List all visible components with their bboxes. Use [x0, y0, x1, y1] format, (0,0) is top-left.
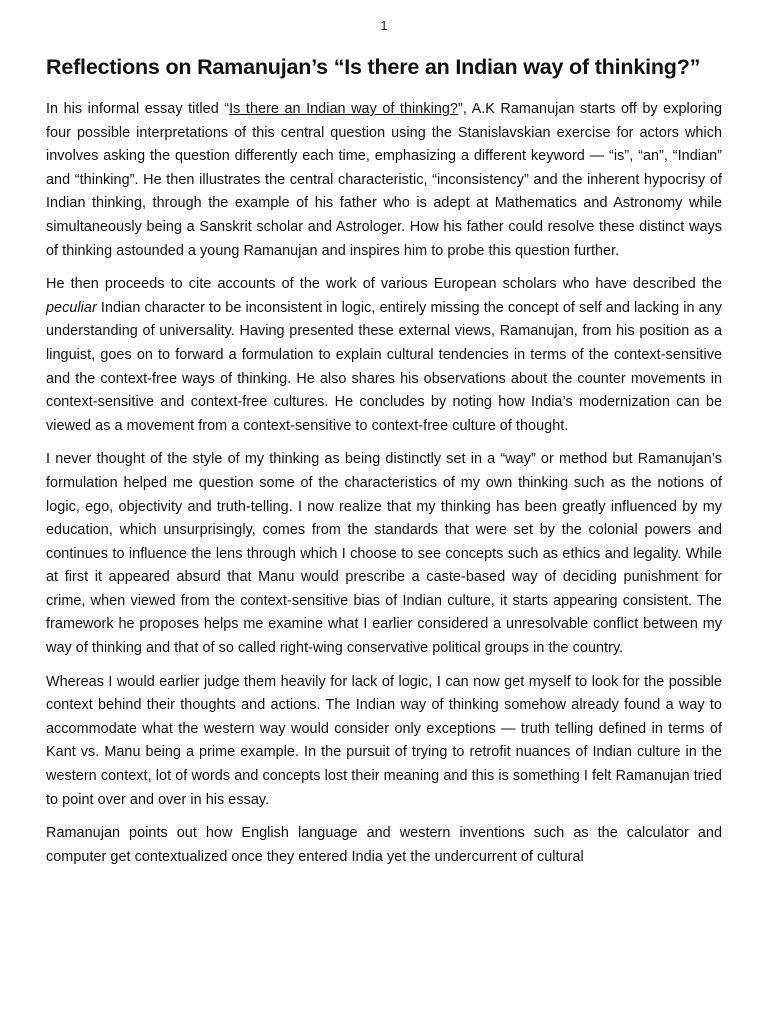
essay-title-link[interactable]: Is there an Indian way of thinking?	[229, 101, 458, 117]
paragraph-5: Ramanujan points out how English language and western inventions such as the calculator and computer get contextualized once they entered India yet the undercurrent of cultural	[46, 825, 722, 865]
paragraph-2	[46, 273, 722, 438]
page-number: 1	[380, 18, 388, 33]
paragraph-2-lead: He then proceeds to cite accounts of the work of various European scholars who have described the	[46, 276, 722, 293]
paragraph-1-lead: In his informal essay titled “	[46, 101, 230, 117]
paragraph-1-text: ”, A.K Ramanujan starts off by exploring four possible interpretations of this central question using the Stanislavskian exercise for actors which involves asking the question differently each time, emphasizing a different keyword — “is”, “an”, “Indian” and “thinking”. He then illustrates the central characteristic, “inconsistency” and the inherent hypocrisy of Indian thinking, through the example of his father who is adept at Mathematics and Astronomy while simultaneously being a Sanskrit scholar and Astrologer. How his father could resolve these distinct ways of thinking astounded a young Ramanujan and inspires him to probe this question further.	[46, 101, 722, 259]
paragraph-1	[46, 98, 722, 263]
document-title: Reflections on Ramanujan’s “Is there an Indian way of thinking?”	[46, 55, 701, 79]
document-body	[46, 98, 722, 879]
paragraph-4: Whereas I would earlier judge them heavily for lack of logic, I can now get myself to look for the possible context behind their thoughts and actions. The Indian way of thinking somehow already found a way to accommodate what the western way would consider only exceptions — truth telling defined in terms of Kant vs. Manu being a prime example. In the pursuit of trying to retrofit nuances of Indian culture in the western context, lot of words and concepts lost their meaning and this is something I felt Ramanujan tried to point over and over in his essay.	[46, 673, 722, 808]
emphasis-peculiar: peculiar	[46, 299, 97, 316]
paragraph-3: I never thought of the style of my thinking as being distinctly set in a “way” or method but Ramanujan’s formulation helped me question some of the characteristics of my own thinking such as the notions of logic, ego, objectivity and truth-telling. I now realize that my thinking has been greatly influenced by my education, which unsurprisingly, comes from the standards that were set by the colonial powers and continues to influence the lens through which I choose to see concepts such as ethics and legality. While at first it appeared absurd that Manu would prescribe a caste-based way of deciding punishment for crime, when viewed from the context-sensitive bias of Indian culture, it starts appearing consistent. The framework he proposes helps me examine what I earlier considered a unresolvable conflict between my way of thinking and that of so called right-wing conservative political groups in the country.	[46, 451, 722, 657]
paragraph-2-text: Indian character to be inconsistent in logic, entirely missing the concept of self and lacking in any understanding of universality. Having presented these external views, Ramanujan, from his position as a linguist, goes on to forward a formulation to explain cultural tendencies in terms of the context-sensitive and the context-free ways of thinking. He also shares his observations about the counter movements in context-sensitive and context-free cultures. He concludes by noting how India’s modernization can be viewed as a movement from a context-sensitive to context-free culture of thought.	[46, 299, 722, 434]
